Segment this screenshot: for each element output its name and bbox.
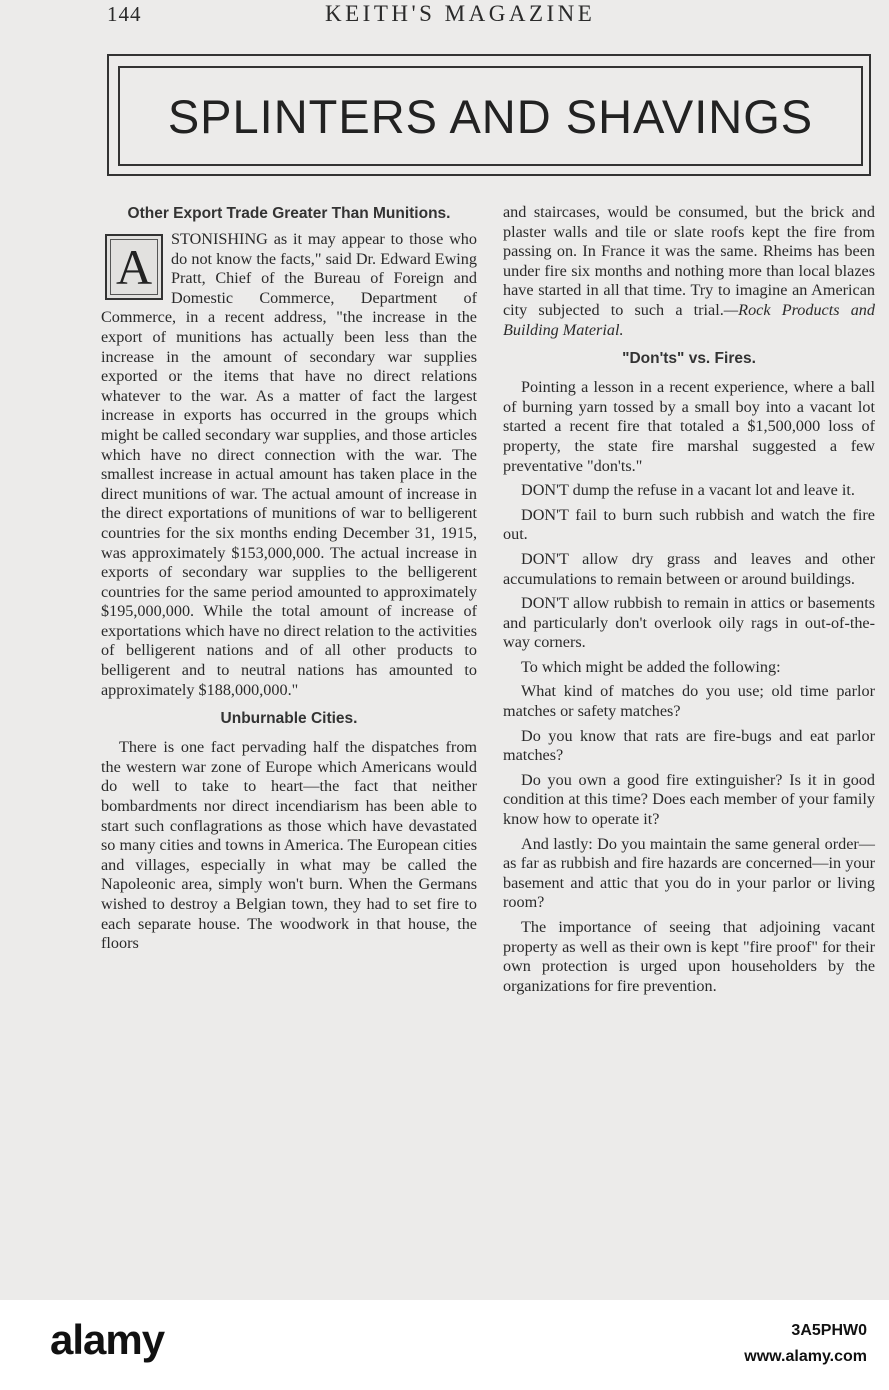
dropcap-letter: A [115,239,153,295]
title-frame-inner [118,66,863,166]
image-id: 3A5PHW0 [791,1322,867,1339]
left-column [101,203,477,954]
watermark-url: www.alamy.com [744,1348,867,1365]
page-title: SPLINTERS AND SHAVINGS [167,89,814,143]
ornamental-dropcap [105,234,163,300]
article-paragraph-continued [503,203,875,340]
donts-paragraph-10: And lastly: Do you maintain the same general order—as far as rubbish and fire hazards are concerned—in your basement and attic that you do in your parlor or living room? [503,834,875,912]
title-frame [107,54,871,176]
donts-paragraph-11: The importance of seeing that adjoining vacant property as well as their own is kept "fire proof" for their own protection is urged upon householders by the organizations for fire prevention. [503,918,875,995]
donts-paragraph-1: Pointing a lesson in a recent experience, where a ball of burning yarn tossed by a small boy into a vacant lot started a recent fire that totaled a $1,500,000 loss of property, the state fire marshal suggested a few preventative "don'ts." [503,378,875,475]
magazine-name: KEITH'S MAGAZINE [325,1,596,26]
donts-paragraph-6: To which might be added the following: [521,657,781,676]
donts-paragraph-8: Do you know that rats are fire-bugs and eat parlor matches? [503,726,875,765]
source-citation: —Rock Products and Building Material. [503,300,875,339]
page-number: 144 [107,2,142,26]
right-column [503,203,875,996]
donts-paragraph-7: What kind of matches do you use; old time parlor matches or safety matches? [503,682,875,721]
article-paragraph-export-trade [101,230,477,700]
donts-paragraph-2: DON'T dump the refuse in a vacant lot and leave it. [521,481,855,500]
article-heading-donts: "Don'ts" vs. Fires. [622,350,756,368]
donts-paragraph-3: DON'T fail to burn such rubbish and watch the fire out. [503,505,875,544]
watermark-logo: alamy [50,1316,165,1363]
donts-paragraph-5: DON'T allow rubbish to remain in attics or basements and particularly don't overlook oily rags in out-of-the-way corners. [503,594,875,652]
donts-paragraph-4: DON'T allow dry grass and leaves and other accumulations to remain between or around buildings. [503,549,875,588]
running-head [0,0,889,30]
continued-text: and staircases, would be consumed, but the brick and plaster walls and tile or slate roofs kept the fire from passing on. In France it was the same. Rheims has been under fire six months and nothing more than local blazes have started in all that time. Try to imagine an American city subjected to such a trial. [503,203,875,319]
article-paragraph-unburnable-cities: There is one fact pervading half the dispatches from the western war zone of Europe which Americans would do well to take to heart—the fact that neither bombardments nor direct incendiarism has been able to start such conflagrations as those which have devastated so many cities and towns in America. The European cities and villages, especially in what may be called the Napoleonic area, simply won't burn. When the Germans wished to destroy a Belgian town, they had to set fire to each separate house. The woodwork in that house, the floors [101,738,477,953]
article-heading-export-trade: Other Export Trade Greater Than Munitions. [127,205,451,222]
article-heading-unburnable-cities: Unburnable Cities. [220,710,358,728]
export-trade-text: STONISHING as it may appear to those who do not know the facts," said Dr. Edward Ewing Pratt, Chief of the Bureau of Foreign and Domestic Commerce, Department of Commerce, in a recent address, "the increase in the export of munitions has actually been less than the increase in the amount of secondary war supplies exported or the items that have no direct relations whatever to the war. As a matter of fact the largest increase in exports has occurred in the groups which might be called secondary war supplies, and those articles which have no direct connection with the war. The smallest increase in actual amount has taken place in the direct munitions of war. The actual amount of increase in the direct exportations of munitions of war to belligerent countries for the six months ending December 31, 1915, was approximately $153,000,000. The actual increase in exports of secondary war supplies to the belligerent countries for the same period amounted to approximately $195,000,000. While the total amount of increase of exportations which have no direct relation to the activities of belligerent nations and of all other products to belligerent and to neutral nations has amounted to approximately $188,000,000." [101,230,477,699]
donts-paragraph-9: Do you own a good fire extinguisher? Is it in good condition at this time? Does each member of your family know how to operate it? [503,770,875,829]
